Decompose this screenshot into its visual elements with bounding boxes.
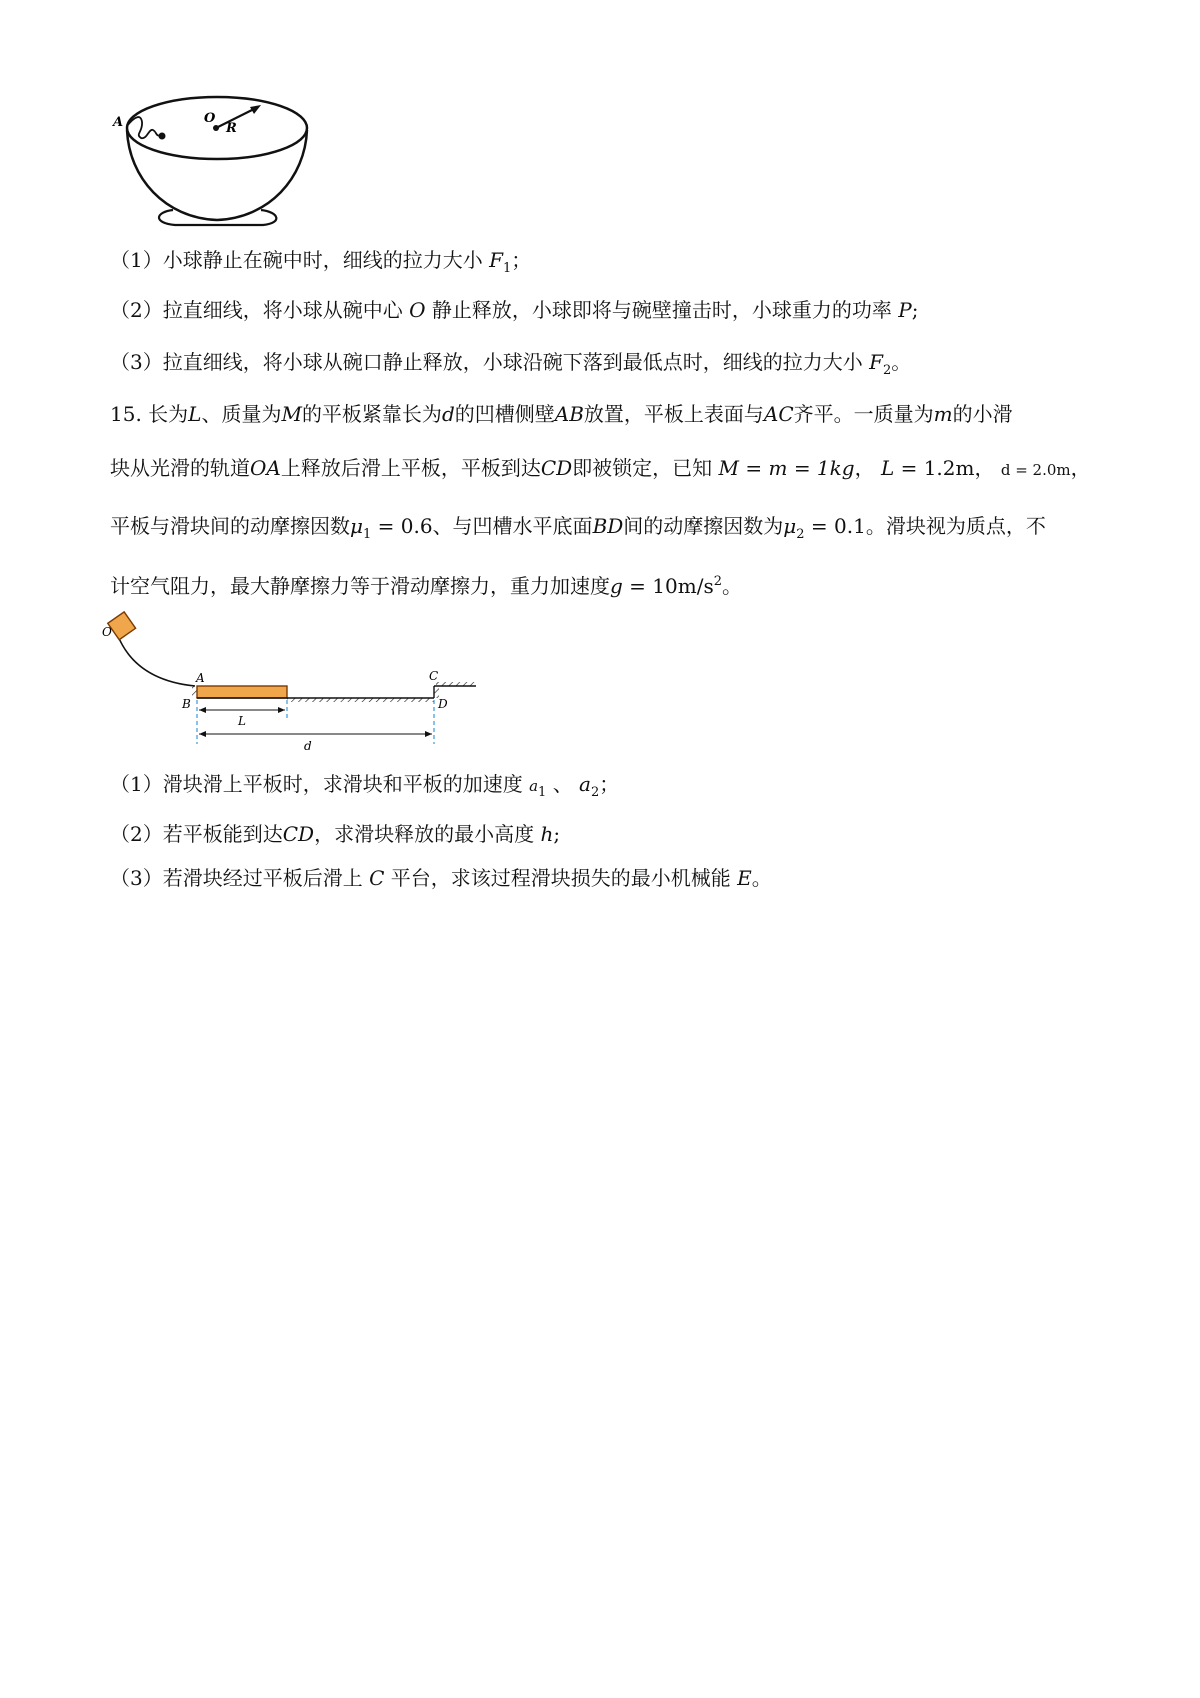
- track-figure: [100, 610, 520, 760]
- label-D: D: [438, 697, 448, 711]
- bowl-figure: [115, 88, 315, 238]
- q14-sub1: （1）小球静止在碗中时，细线的拉力大小 $F_1$；: [110, 248, 532, 276]
- label-B: B: [182, 697, 191, 711]
- label-d: d: [304, 739, 312, 753]
- label-A: A: [196, 671, 205, 685]
- curved-track: [118, 636, 195, 686]
- bowl-body: [127, 130, 307, 220]
- question-number: 15.: [110, 402, 142, 426]
- label-R: R: [226, 121, 237, 136]
- string: [127, 117, 161, 138]
- label-O: O: [204, 111, 216, 126]
- label-A: A: [113, 115, 124, 130]
- q15-sub2: （2）若平板能到达CD，求滑块释放的最小高度 h;: [110, 822, 561, 846]
- q15-sub3: （3）若滑块经过平板后滑上 C 平台，求该过程滑块损失的最小机械能 E。: [110, 866, 772, 890]
- label-O: O: [102, 625, 112, 639]
- q15-line2: 块从光滑的轨道OA上释放后滑上平板，平板到达CD即被锁定，已知 M = m = 1kg， L = 1.2m， d = 2.0m，: [110, 456, 1091, 480]
- wall-ab: [192, 686, 197, 698]
- radius-arrowhead: [250, 105, 261, 114]
- groove-hatch: [287, 698, 434, 702]
- q15-line3: 平板与滑块间的动摩擦因数$\mu_1 = 0.6$、与凹槽水平底面BD间的动摩擦因数为$\mu_2 = 0.1$。滑块视为质点，不: [110, 514, 1046, 542]
- plate: [197, 686, 287, 698]
- q15-line1: 15. 长为L、质量为M的平板紧靠长为d的凹槽侧壁AB放置，平板上表面与AC齐平。一质量为m的小滑: [110, 402, 1013, 426]
- label-L: L: [238, 714, 246, 728]
- q14-sub3: （3）拉直细线，将小球从碗口静止释放，小球沿碗下落到最低点时，细线的拉力大小 $F_2$。: [110, 350, 912, 378]
- slider-block: [108, 612, 136, 640]
- ball: [159, 133, 166, 140]
- q14-sub2: （2）拉直细线，将小球从碗中心 O 静止释放，小球即将与碗壁撞击时，小球重力的功率 P;: [110, 298, 919, 322]
- q15-sub1: （1）滑块滑上平板时，求滑块和平板的加速度 $a_1$ 、 $a_2$；: [110, 772, 620, 800]
- bowl-base: [159, 210, 276, 225]
- q15-line4: 计空气阻力，最大静摩擦力等于滑动摩擦力，重力加速度$g = 10m/s^2$。: [110, 574, 742, 598]
- label-C: C: [429, 669, 439, 683]
